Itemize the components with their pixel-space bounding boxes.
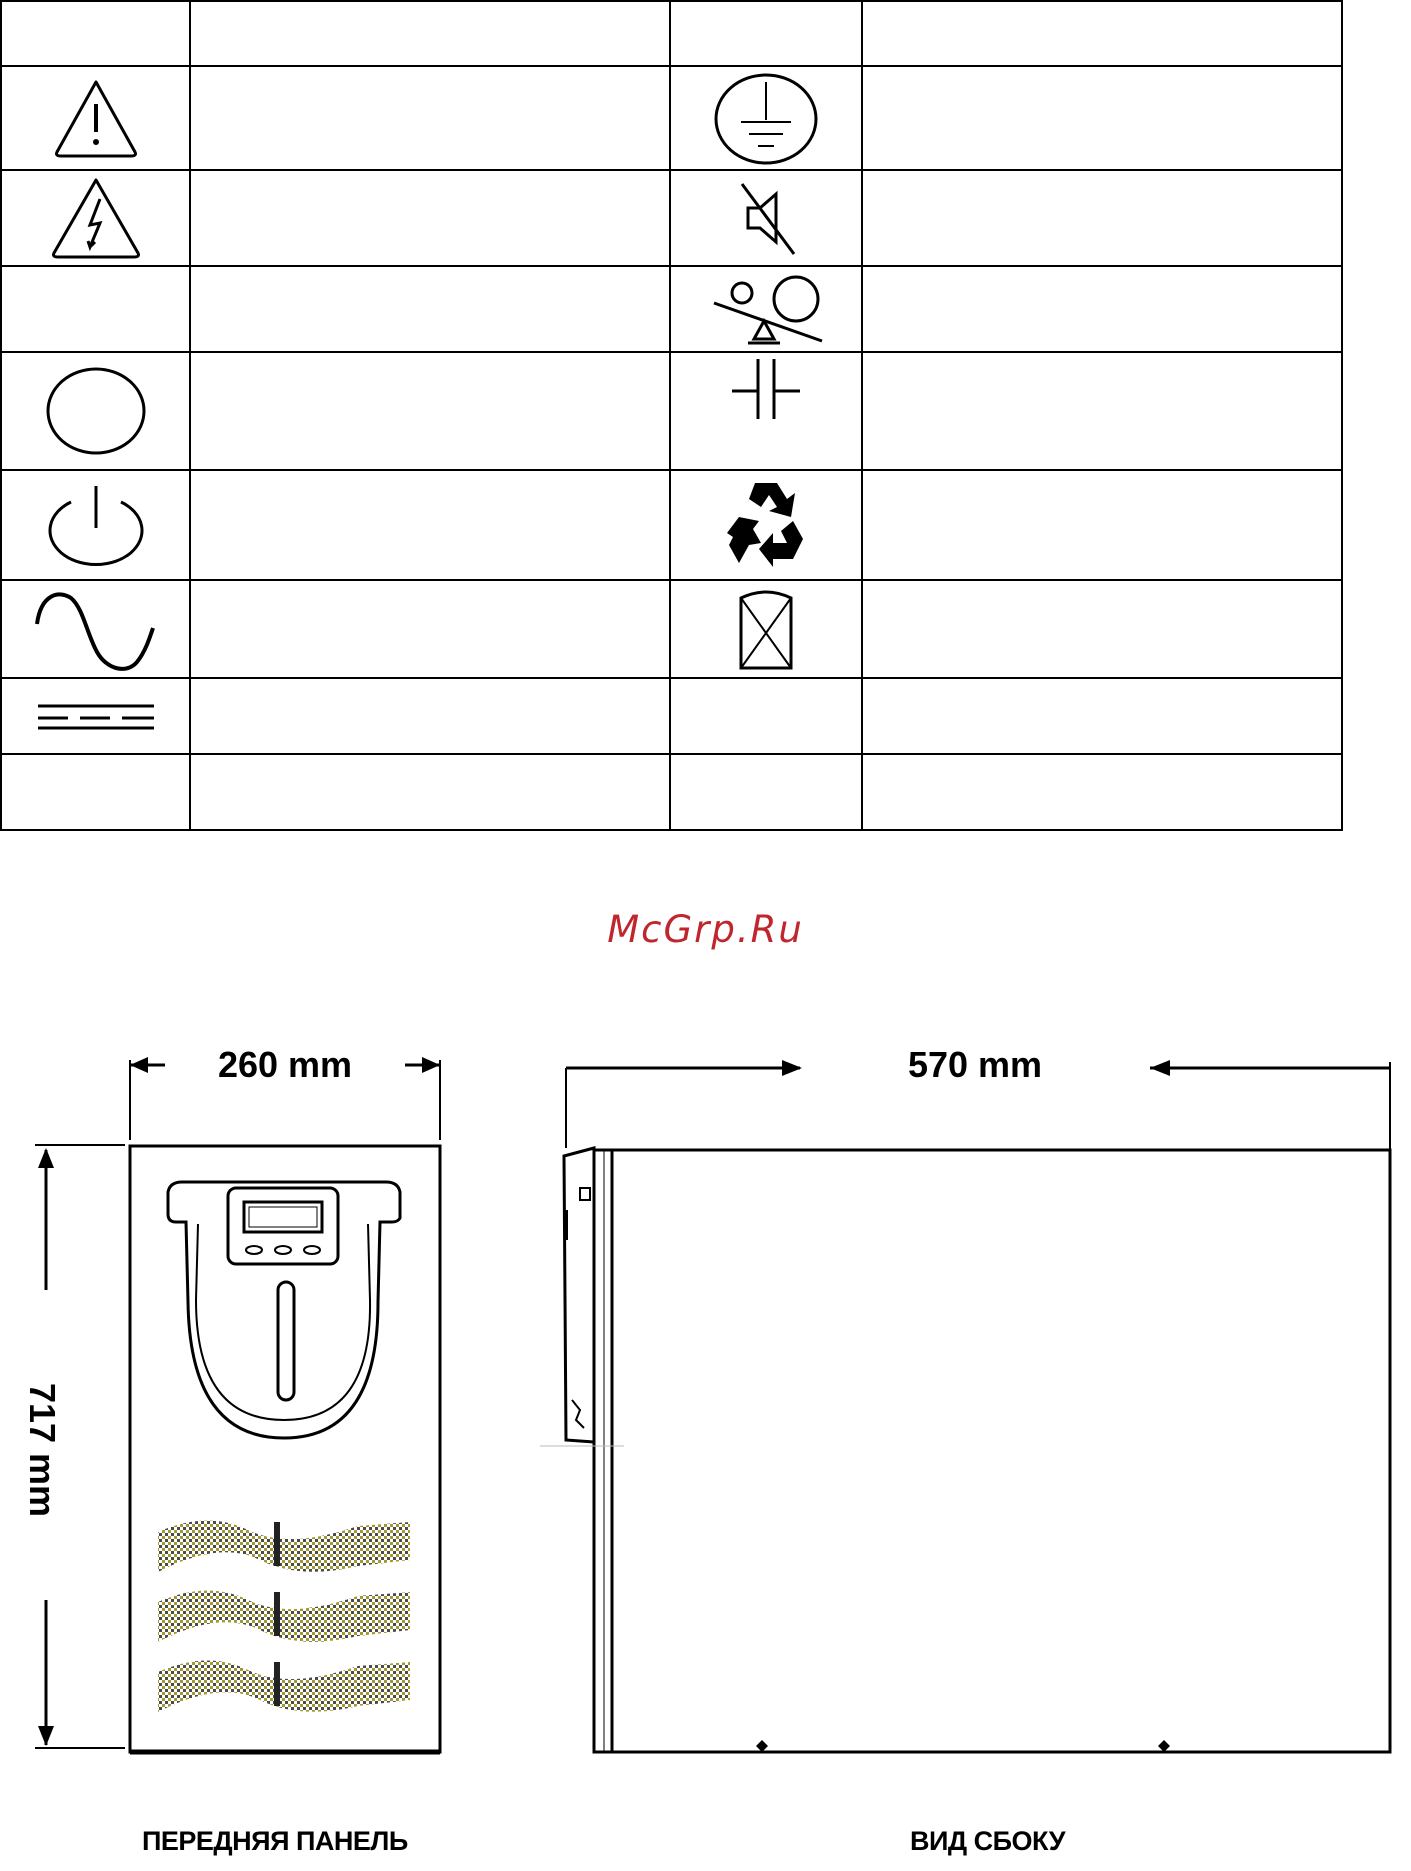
front-width-label: 260 mm	[217, 1044, 353, 1085]
recycle-icon	[721, 477, 811, 573]
cell-symbol	[670, 352, 862, 470]
cell-meaning	[862, 170, 1342, 266]
watermark: McGrp.Ru	[607, 908, 804, 951]
height-label: 717 mm	[22, 1382, 63, 1518]
table-row	[1, 754, 1342, 830]
table-row	[1, 352, 1342, 470]
warning-triangle-icon	[51, 76, 141, 160]
cell-meaning-header	[190, 1, 670, 66]
cell-meaning	[862, 66, 1342, 170]
cell-symbol	[1, 678, 190, 754]
cell-symbol	[1, 470, 190, 580]
side-depth-label: 570 mm	[907, 1044, 1043, 1085]
table-row	[1, 66, 1342, 170]
cell-symbol	[1, 754, 190, 830]
protective-earth-icon	[711, 70, 821, 166]
cell-symbol	[670, 170, 862, 266]
cell-meaning	[862, 754, 1342, 830]
cell-symbol	[670, 470, 862, 580]
dc-icon	[34, 696, 158, 736]
cell-meaning	[862, 580, 1342, 678]
cell-symbol	[670, 266, 862, 352]
cell-meaning	[190, 266, 670, 352]
do-not-dispose-icon	[731, 584, 801, 674]
cell-symbol	[1, 266, 190, 352]
cell-meaning	[190, 352, 670, 470]
cell-meaning-header-2	[862, 1, 1342, 66]
cell-meaning	[190, 470, 670, 580]
side-view-caption: ВИД СБОКУ	[910, 1826, 1065, 1856]
cell-symbol-header	[1, 1, 190, 66]
table-row	[1, 170, 1342, 266]
table-row	[1, 266, 1342, 352]
cell-meaning	[190, 580, 670, 678]
high-voltage-icon	[48, 175, 144, 261]
cell-meaning	[862, 352, 1342, 470]
table-row	[1, 678, 1342, 754]
cell-symbol	[1, 170, 190, 266]
front-panel-view	[22, 1044, 440, 1752]
cell-symbol	[1, 352, 190, 470]
cell-symbol	[1, 66, 190, 170]
battery-icon	[726, 353, 806, 433]
cell-symbol	[670, 754, 862, 830]
cell-meaning	[862, 470, 1342, 580]
ups-dimension-drawing	[0, 1030, 1411, 1820]
front-panel-caption: ПЕРЕДНЯЯ ПАНЕЛЬ	[142, 1826, 408, 1856]
ac-sine-icon	[31, 584, 161, 674]
side-view	[540, 1044, 1390, 1752]
cell-meaning	[862, 266, 1342, 352]
power-on-circle-icon	[41, 363, 151, 459]
cell-meaning	[190, 66, 670, 170]
cell-meaning	[190, 170, 670, 266]
symbol-table	[0, 0, 1343, 831]
cell-symbol	[670, 66, 862, 170]
standby-icon	[41, 482, 151, 568]
cell-symbol	[670, 580, 862, 678]
alarm-mute-icon	[726, 178, 806, 258]
table-row	[1, 470, 1342, 580]
cell-meaning	[862, 678, 1342, 754]
overload-balance-icon	[706, 269, 826, 349]
cell-symbol	[670, 678, 862, 754]
table-row	[1, 580, 1342, 678]
table-row-header	[1, 1, 1342, 66]
cell-symbol	[1, 580, 190, 678]
cell-symbol-header-2	[670, 1, 862, 66]
cell-meaning	[190, 678, 670, 754]
cell-meaning	[190, 754, 670, 830]
